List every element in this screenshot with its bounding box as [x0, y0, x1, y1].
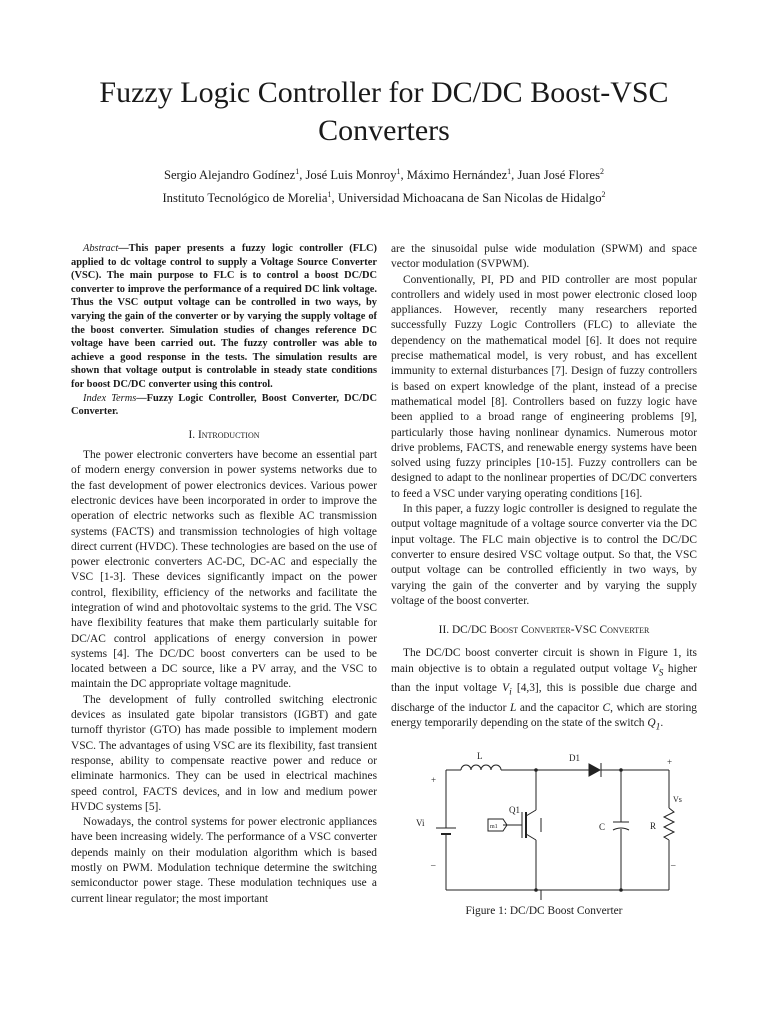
figure-caption: Figure 1: DC/DC Boost Converter: [465, 904, 623, 917]
affiliation-mark: 1: [507, 167, 512, 176]
author-name: Juan José Flores: [517, 168, 601, 183]
author-block: [40, 162, 728, 208]
affiliation-mark: 2: [600, 167, 605, 176]
separator: ,: [299, 168, 306, 183]
label-plus: +: [431, 774, 437, 785]
separator: ,: [331, 191, 338, 206]
author-name: Sergio Alejandro Godínez: [163, 168, 296, 183]
paragraph: The power electronic converters have become an essential part of modern energy conversion in power systems networks due to the fast development of power electronics devices. Various power electronic devices have been incorporated in order to improve the operation of electric networks such as flexible AC transmission systems (FACTS) and transmission technologies of high voltage direct current (HVDC). These technologies are based on the use of power electronic converters AC-DC, DC-AC and especially the VSC [1-3]. These devices significantly impact on the power control, flexibility, efficiency of the networks and facilitate the integration of wind and photovoltaic systems to the grid. The VSC have flexibility features that make them particularly suitable for DC/AC control applications of energy conversion in power systems [4]. The DC/DC boost converters can be used to be located between a DC source, like a PV array, and the VSC to maintain the DC appropriate voltage magnitude.: [71, 449, 377, 691]
section-heading: I. Introduction: [188, 428, 260, 441]
junction-dot: [619, 768, 623, 772]
paragraph: The development of fully controlled switching electronic devices as insulated gate bipolar transistors (IGBT) and gate turnoff thyristor (GTO) has made possible to implement modern VSC. The advantages of using VSC are its flexibility, fast transient response, ability to compensate reactive power and reduce or eliminate harmonics. They can be used in electrical machines speed control, FACTS devices, and in low and medium power HVDC systems [5].: [71, 693, 377, 813]
junction-dot: [534, 768, 538, 772]
junction-dots: [534, 768, 623, 892]
affiliation-mark: 1: [396, 167, 401, 176]
separator: ,: [400, 168, 407, 183]
label-capacitor: C: [599, 821, 606, 832]
label-inductor: L: [477, 750, 483, 761]
igbt-emitter: [526, 834, 536, 840]
text-run: and the capacitor: [516, 701, 603, 714]
junction-dot: [534, 888, 538, 892]
paragraph: are the sinusoidal pulse wide modulation (SPWM) and space vector modulation (SVPWM).: [391, 243, 697, 271]
inductor-symbol: [461, 765, 501, 770]
igbt-collector: [526, 810, 536, 816]
author-line: [40, 162, 728, 185]
abstract-label: Abstract: [83, 243, 119, 254]
author-name: José Luis Monroy: [305, 168, 397, 183]
section-heading: II. DC/DC Boost Converter-VSC Converter: [438, 624, 650, 637]
text-run: [4,3], this is possible due charge and discharge of the inductor: [391, 682, 697, 714]
math-subscript: S: [658, 668, 664, 678]
affiliation-mark: 1: [295, 167, 300, 176]
author-name: Máximo Hernández: [406, 168, 508, 183]
affiliation-mark: 1: [327, 190, 332, 200]
author-name: Universidad Michoacana de San Nicolas de Hidalgo: [337, 191, 602, 206]
text-run: higher than the input voltage: [391, 662, 697, 695]
label-output-voltage: Vs: [673, 794, 682, 804]
abstract-text: —This paper presents a fuzzy logic controller (FLC) applied to dc voltage control to supply a Voltage Source Converter (VSC). The main purpose to FLC is to control a boost DC/DC converter to improve the performance of a required DC link voltage. Thus the VSC output voltage can be controlled in two ways, by varying the gain of the converter or by varying the supply voltage of the boost converter. Simulation studies of changes reference DC voltage have been carried out. The fuzzy controller was able to achieve a good response in the tests. The simulation results are shown that voltage output is controlable in steady state conditions for boost DC/DC converter using this control.: [71, 243, 377, 390]
math-symbol: V: [502, 682, 510, 695]
label-plus: +: [667, 756, 673, 767]
index-terms-label: Index Terms: [83, 392, 137, 404]
label-gate-signal: m1: [490, 823, 498, 830]
label-switch: Q1: [509, 804, 520, 815]
author-name: Instituto Tecnológico de Morelia: [162, 191, 328, 206]
math-symbol: L: [509, 701, 517, 714]
math-subscript: i: [509, 687, 512, 698]
affiliation-mark: 2: [601, 190, 606, 200]
junction-dot: [619, 888, 623, 892]
text-run: .: [660, 717, 664, 730]
affiliation-line: [40, 185, 728, 208]
math-symbol: V: [651, 662, 659, 675]
paragraph: Nowadays, the control systems for power electronic appliances have been increasing widely. The performance of a VSC converter depends mainly on their modulation algorithm which is based mostly on PWM. Modulation technique determine the switching semiconductor power stage. These modulation techniques use a current linear regulator; the most important: [71, 816, 377, 905]
paragraph: [391, 646, 697, 735]
math-subscript: 1: [655, 722, 661, 733]
resistor-symbol: [664, 808, 674, 840]
label-resistor: R: [650, 820, 657, 831]
right-column: [391, 242, 697, 919]
math-symbol: C: [602, 701, 611, 714]
figure-1: [391, 750, 697, 900]
index-terms: [71, 392, 377, 419]
label-input-voltage: Vi: [416, 817, 425, 828]
separator: ,: [511, 168, 518, 183]
paragraph: In this paper, a fuzzy logic controller is designed to regulate the output voltage magnitude of a voltage source converter via the DC input voltage. The FLC main objective is to control the DC/DC converter to ensure desired VSC voltage output. So that, the VSC output voltage can be controlled efficiently in two ways, by varying the gain of the converter and by varying the supply voltage of the boost converter.: [391, 503, 697, 607]
diode-symbol: [589, 764, 600, 776]
math-symbol: Q: [647, 717, 656, 730]
paper-title: Fuzzy Logic Controller for DC/DC Boost-VSC Converters: [99, 76, 669, 147]
text-run: , which are storing energy temporarily depending on the state of the switch: [391, 701, 697, 730]
left-column: [71, 242, 377, 907]
paragraph: Conventionally, PI, PD and PID controller are most popular controllers and widely used in most power electronic closed loop appliances. However, recently many researchers reported successfully Fuzzy Logic Controllers (FLC) to alleviate the dependency on the mathematical model [6]. It does not require precise mathematical model, is very robust, and has excellent immunity to external disturbances [7]. Design of fuzzy controllers is based on expert knowledge of the plant, instead of a precise mathematical model [8]. Controllers based on fuzzy logic have been applied to a broad range of engineering problems [9], particularly those having nonlinear dynamics. Numerous motor drive problems, FACTS, and renewable energy systems have been solved using fuzzy principles [10-15]. Fuzzy controllers can be designed to adapt to the nonlinear properties of DC/DC converters to feed a VSC under varying operating conditions [16].: [391, 273, 697, 500]
index-terms-text: —Fuzzy Logic Controller, Boost Converter, DC/DC Converter.: [71, 392, 377, 418]
text-run: The DC/DC boost converter circuit is shown in Figure 1, its main objective is to obtain a regulated output voltage: [391, 647, 697, 675]
label-diode: D1: [569, 752, 580, 763]
label-minus: –: [431, 859, 436, 870]
label-minus: –: [671, 859, 676, 870]
abstract: [71, 242, 377, 392]
boost-converter-circuit: [391, 750, 697, 900]
